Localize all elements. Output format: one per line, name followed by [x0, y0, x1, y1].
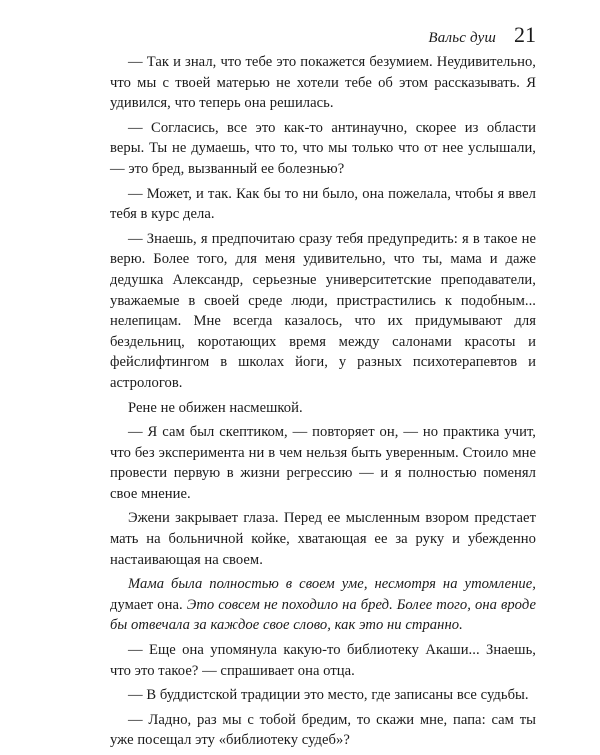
paragraph: — Согласись, все это как-то антинаучно, скорее из области веры. Ты не думаешь, что то, что мы только что от нее услышали, — это бред, вызванный ее болезнью? [110, 119, 536, 177]
paragraph: — Ладно, раз мы с тобой бредим, то скажи мне, папа: сам ты уже посещал эту «библиотеку судеб»? [110, 711, 536, 749]
italic-thought: Это совсем не походило на бред. Более того, она вроде бы отвечала за каждое свое слово, как это ни странно. [110, 596, 536, 634]
paragraph: — Знаешь, я предпочитаю сразу тебя предупредить: я в такое не верю. Более того, для меня удивительно, что ты, мама и даже дедушка Александр, серьезные университетские преподаватели, уважаемые в своей среде люди, пристрастились к подобным... нелепицам. Мне всегда казалось, что их придумывают для бездельниц, коротающих время между салонами красоты и фейслифтингом в школах йоги, у разных психотерапевтов и астрологов. [110, 230, 536, 391]
running-head [428, 22, 536, 48]
paragraph: — Я сам был скептиком, — повторяет он, — но практика учит, что без эксперимента ни в чем нельзя быть уверенным. Стоило мне провести первую в жизни регрессию — и я полностью поменял свое мнение. [110, 424, 536, 502]
page-number: 21 [514, 22, 536, 47]
paragraph: — Так и знал, что тебе это покажется безумием. Неудивительно, что мы с твоей матерью не хотели тебе об этом рассказывать. Я удивился, что теперь она решилась. [110, 54, 536, 112]
paragraph: — В буддистской традиции это место, где записаны все судьбы. [128, 687, 529, 704]
italic-thought: Мама была полностью в своем уме, несмотря на утомление, [128, 576, 536, 593]
body-text [110, 52, 536, 755]
paragraph-mixed [110, 574, 536, 636]
paragraph: — Может, и так. Как бы то ни было, она пожелала, чтобы я ввел тебя в курс дела. [110, 185, 536, 223]
running-head-title: Вальс душ [428, 30, 496, 46]
paragraph: Рене не обижен насмешкой. [128, 399, 303, 416]
paragraph: — Еще она упомянула какую-то библиотеку Акаши... Знаешь, что это такое? — спрашивает она отца. [110, 642, 536, 679]
paragraph: Эжени закрывает глаза. Перед ее мысленным взором предстает мать на больничной койке, хватающая ее за руку и убежденно настаивающая на своем. [110, 510, 536, 568]
narration: думает она. [110, 596, 187, 613]
